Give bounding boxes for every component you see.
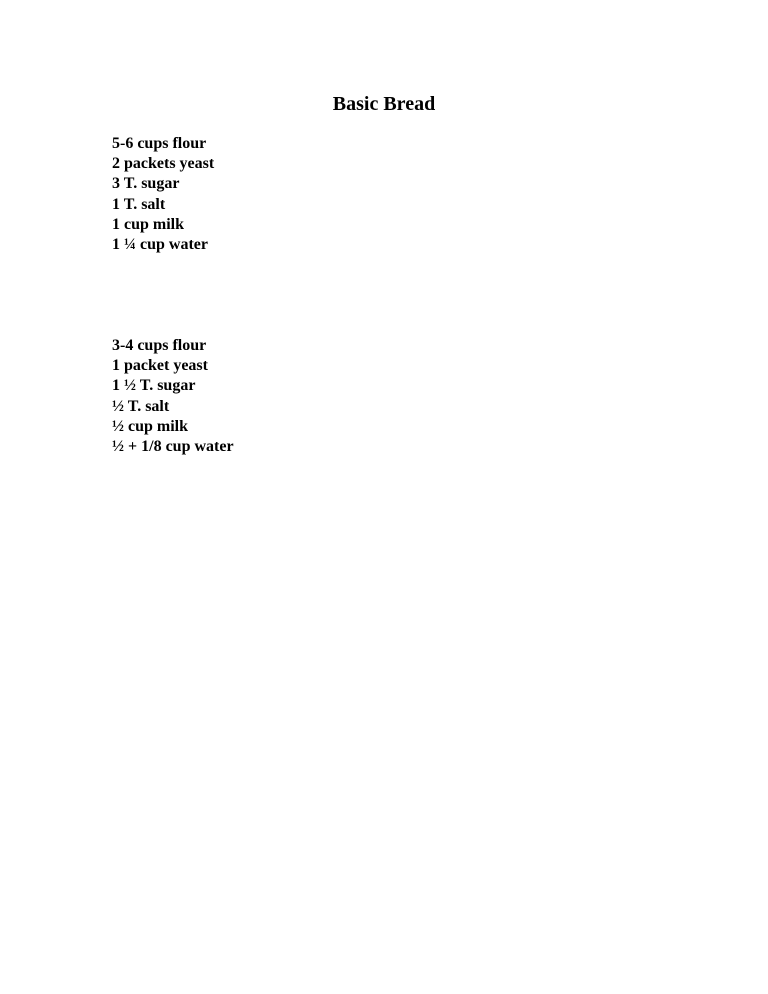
ingredient-item: ½ cup milk (112, 417, 189, 435)
page-title: Basic Bread (332, 93, 436, 115)
ingredient-item: 3-4 cups flour (112, 337, 207, 354)
ingredient-item: 1 cup milk (112, 215, 185, 233)
ingredient-item: ½ T. salt (112, 397, 170, 415)
ingredient-item: 1 ¼ cup water (112, 236, 208, 254)
ingredient-item: 5-6 cups flour (112, 135, 207, 152)
ingredient-item: 1 ½ T. sugar (112, 377, 196, 395)
ingredient-list-full (112, 134, 214, 255)
ingredient-item: 2 packets yeast (112, 155, 215, 173)
ingredient-item: 1 T. salt (112, 195, 166, 213)
ingredient-item: ½ + 1/8 cup water (112, 438, 234, 456)
ingredient-item: 3 T. sugar (112, 175, 180, 193)
ingredient-item: 1 packet yeast (112, 357, 208, 375)
ingredient-list-half (112, 336, 234, 457)
